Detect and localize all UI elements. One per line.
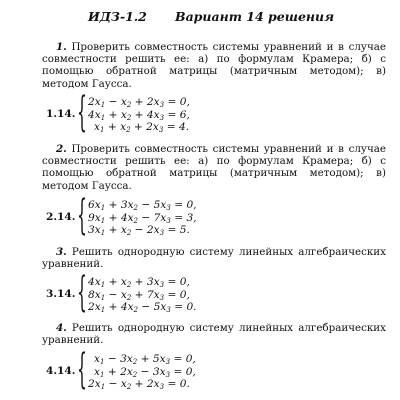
task-2-text: Проверить совместность системы уравнений и в случае совместности решить ее: а) по формулам Крамера; б) с помощью обратной матрицы (матричным методом); в) методом Гаусса. (42, 143, 386, 192)
system-3-label: 3.14. (46, 288, 76, 300)
system-3-brace: { (77, 268, 87, 316)
task-2-statement (42, 143, 386, 192)
task-4-statement (42, 322, 386, 346)
equation: $2x_1 - x_2 + 2x_3 = 0$. (88, 378, 190, 392)
task-2-number: 2. (56, 143, 67, 155)
equation: $x_1 + 2x_2 - 3x_3 = 0$, (94, 365, 196, 379)
task-3-statement (42, 246, 386, 270)
system-1-brace: { (77, 88, 87, 136)
system-1-equations (88, 96, 190, 134)
system-4-equations (88, 353, 196, 391)
assignment-code: ИДЗ-1.2 (88, 9, 147, 24)
task-4-number: 4. (56, 322, 67, 334)
equation: $2x_1 - x_2 + 2x_3 = 0$, (88, 96, 190, 109)
system-4-brace: { (77, 345, 87, 393)
equation: $x_1 - 3x_2 + 5x_3 = 0$, (94, 353, 196, 366)
page-header (88, 9, 335, 24)
equation: $4x_1 + x_2 + 4x_3 = 6$, (88, 108, 190, 122)
system-2-brace: { (77, 191, 87, 239)
task-1-number: 1. (56, 41, 67, 53)
task-3-number: 3. (56, 246, 67, 258)
task-4-text: Решить однородную систему линейных алгебраических уравнений. (42, 322, 386, 347)
system-2-label: 2.14. (46, 211, 76, 223)
equation: $4x_1 + x_2 + 3x_3 = 0$, (88, 276, 190, 289)
equation: $9x_1 + 4x_2 - 7x_3 = 3$, (88, 211, 197, 225)
system-1-label: 1.14. (46, 108, 76, 120)
system-3-equations (88, 276, 197, 314)
equation: $x_1 + x_2 + 2x_3 = 4$. (94, 121, 190, 135)
task-3-text: Решить однородную систему линейных алгебраических уравнений. (42, 246, 386, 271)
equation: $3x_1 + x_2 - 2x_3 = 5$. (88, 224, 190, 238)
system-4-label: 4.14. (46, 365, 76, 377)
equation: $6x_1 + 3x_2 - 5x_3 = 0$, (88, 199, 197, 212)
variant-title: Вариант 14 решения (175, 9, 335, 24)
system-2-equations (88, 199, 197, 237)
task-1-statement (42, 41, 386, 90)
task-1-text: Проверить совместность системы уравнений и в случае совместности решить ее: а) по формулам Крамера; б) с помощью обратной матрицы (матричным методом); в) методом Гаусса. (42, 41, 386, 90)
equation: $8x_1 - x_2 + 7x_3 = 0$, (88, 288, 190, 302)
equation: $2x_1 + 4x_2 - 5x_3 = 0$. (88, 301, 197, 315)
